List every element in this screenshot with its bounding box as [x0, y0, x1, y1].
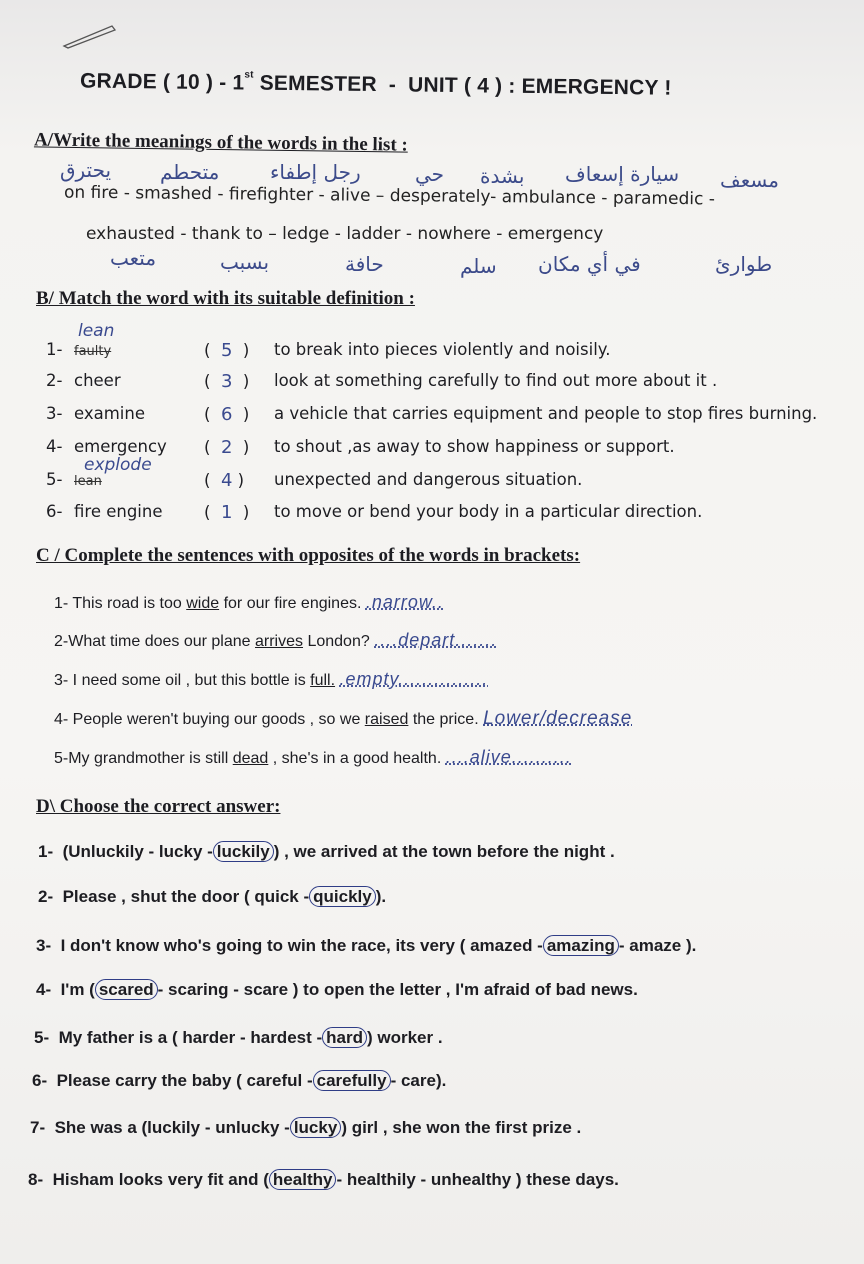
grade-label: GRADE ( 10 ) — [79, 69, 214, 95]
answer-slot: ( 6 ) — [204, 404, 250, 425]
question-text: - scaring - scare ) to open the letter , I'm afraid of bad news. — [157, 980, 638, 999]
circled-answer: quickly — [309, 886, 376, 907]
arabic-word: بسبب — [220, 250, 270, 274]
definition: look at something carefully to find out more about it . — [274, 371, 718, 390]
sentence-text: for our fire engines. — [219, 595, 366, 612]
header-dash-2: - — [388, 73, 397, 97]
match-row — [46, 502, 864, 532]
opposites-sentence — [54, 592, 444, 613]
sentence-text: 3- I need some oil , but this bottle is — [54, 672, 311, 689]
question-text: ) worker . — [367, 1028, 443, 1047]
unit-title: EMERGENCY ! — [521, 74, 672, 100]
match-word: examine — [74, 404, 146, 423]
arabic-word: رجل إطفاء — [270, 160, 361, 184]
match-row — [46, 404, 864, 434]
key-word: full. — [310, 672, 336, 689]
semester-number: 1 — [232, 71, 245, 95]
circled-answer: scared — [95, 979, 158, 1000]
choice-question — [36, 980, 638, 1000]
question-text: Please carry the baby ( careful - — [56, 1071, 313, 1090]
arabic-word: سيارة إسعاف — [565, 162, 680, 186]
match-word: fire engine — [74, 502, 163, 521]
handwritten-answer: ....alive.......... — [445, 747, 572, 767]
handwritten-correction: explode — [84, 455, 152, 475]
sentence-text: 1- This road is too — [54, 595, 187, 612]
choice-question — [36, 936, 696, 956]
question-text: ) , we arrived at the town before the night . — [273, 842, 615, 861]
choice-question — [32, 1071, 446, 1091]
sentence-text: 2-What time does our plane — [54, 633, 255, 650]
question-number: 5- — [34, 1028, 50, 1047]
choice-question — [30, 1118, 581, 1138]
choice-question — [38, 887, 386, 907]
sentence-text: the price. — [408, 711, 484, 728]
word-list-line-2: exhausted - thank to – ledge - ladder - nowhere - emergency — [86, 224, 604, 244]
match-row — [46, 455, 864, 500]
section-d-title: D\ Choose the correct answer: — [36, 796, 281, 817]
answer-digit: 2 — [220, 437, 233, 458]
semester-label: SEMESTER — [259, 71, 377, 97]
crossed-word: faulty — [74, 344, 112, 359]
question-text: ). — [375, 887, 387, 906]
handwritten-answer: ....depart....... — [374, 630, 498, 650]
answer-slot: ( 3 ) — [204, 371, 250, 392]
choice-question — [28, 1170, 619, 1190]
arabic-word: سلم — [460, 254, 497, 278]
definition: to break into pieces violently and noisily. — [274, 340, 611, 359]
arabic-word: في أي مكان — [538, 252, 641, 276]
arabic-word: متحطم — [160, 160, 220, 184]
circled-answer: carefully — [313, 1070, 391, 1091]
arabic-word: حي — [415, 162, 445, 186]
arabic-word: بشدة — [480, 164, 525, 188]
handwritten-correction: lean — [78, 321, 115, 341]
row-number: 1- — [46, 340, 63, 359]
handwritten-answer: .empty............... — [339, 669, 489, 689]
sentence-text: 4- People weren't buying our goods , so we — [54, 711, 365, 728]
question-text: She was a (luckily - unlucky - — [54, 1118, 290, 1137]
section-b-title: B/ Match the word with its suitable definition : — [36, 288, 415, 309]
opposites-sentence — [54, 708, 632, 730]
question-text: - healthily - unhealthy ) these days. — [336, 1170, 619, 1189]
answer-digit: 4 — [220, 470, 233, 491]
section-c-title: C / Complete the sentences with opposites of the words in brackets: — [36, 545, 581, 566]
question-number: 3- — [36, 936, 52, 955]
unit-label: UNIT ( 4 ) : — [407, 73, 516, 98]
handwritten-answer: Lower/decrease — [483, 708, 633, 729]
row-number: 6- — [46, 502, 63, 521]
question-text: Hisham looks very fit and ( — [52, 1170, 269, 1189]
circled-answer: amazing — [543, 935, 619, 956]
arabic-word: طوارئ — [715, 252, 773, 276]
handwritten-answer: .narrow.. — [365, 592, 444, 612]
match-word — [74, 321, 115, 359]
key-word: wide — [186, 595, 220, 612]
key-word: dead — [232, 750, 269, 767]
match-row — [46, 371, 864, 401]
question-text: My father is a ( harder - hardest - — [58, 1028, 323, 1047]
answer-slot: ( 1 ) — [204, 502, 250, 523]
definition: to shout ,as away to show happiness or support. — [274, 437, 675, 456]
match-row — [46, 321, 864, 370]
circled-answer: hard — [322, 1027, 367, 1048]
choice-question — [34, 1028, 443, 1048]
key-word: raised — [364, 711, 409, 728]
row-number: 2- — [46, 371, 63, 390]
answer-digit: 3 — [220, 371, 233, 392]
row-number: 5- — [46, 470, 63, 489]
question-number: 2- — [38, 887, 54, 906]
worksheet-header — [80, 69, 820, 102]
arabic-word: حافة — [345, 252, 384, 276]
section-a-title: A/Write the meanings of the words in the list : — [33, 129, 408, 156]
word-list-line-1: on fire - smashed - firefighter - alive – desperately- ambulance - paramedic - — [63, 182, 716, 210]
answer-digit: 5 — [220, 340, 233, 361]
arabic-word: مسعف — [720, 168, 779, 192]
question-number: 4- — [36, 980, 52, 999]
semester-suffix: st — [244, 69, 254, 81]
answer-slot: ( 5 ) — [204, 340, 250, 361]
question-text: I'm ( — [60, 980, 95, 999]
opposites-sentence — [54, 669, 488, 690]
definition: a vehicle that carries equipment and people to stop fires burning. — [274, 404, 818, 423]
definition: to move or bend your body in a particular direction. — [274, 502, 703, 521]
row-number: 4- — [46, 437, 63, 456]
row-number: 3- — [46, 404, 63, 423]
question-text: Please , shut the door ( quick - — [62, 887, 310, 906]
question-number: 8- — [28, 1170, 44, 1189]
question-text: (Unluckily - lucky - — [62, 842, 213, 861]
question-number: 7- — [30, 1118, 46, 1137]
key-word: arrives — [255, 633, 304, 650]
match-word: cheer — [74, 371, 121, 390]
answer-slot: ( 2 ) — [204, 437, 250, 458]
header-dash: - — [219, 71, 227, 95]
match-word — [74, 455, 152, 489]
definition: unexpected and dangerous situation. — [274, 470, 583, 489]
question-text: - care). — [390, 1071, 447, 1090]
match-word: emergency — [74, 437, 167, 456]
sentence-text: 5-My grandmother is still — [54, 750, 233, 767]
answer-slot: ( 4 ) — [204, 470, 245, 491]
sentence-text: , she's in a good health. — [268, 750, 446, 767]
answer-digit: 6 — [220, 404, 233, 425]
choice-question — [38, 842, 615, 862]
pen-scribble-mark — [60, 22, 120, 50]
answer-digit: 1 — [220, 502, 233, 523]
circled-answer: lucky — [290, 1117, 341, 1138]
crossed-word: lean — [74, 474, 102, 489]
circled-answer: healthy — [269, 1169, 337, 1190]
question-text: - amaze ). — [618, 936, 697, 955]
question-number: 1- — [38, 842, 54, 861]
arabic-meanings-row-1 — [60, 158, 830, 192]
match-row — [46, 437, 864, 467]
question-text: ) girl , she won the first prize . — [341, 1118, 582, 1137]
arabic-word: يحترق — [60, 158, 112, 182]
opposites-sentence — [54, 630, 497, 651]
sentence-text: London? — [303, 633, 375, 650]
arabic-meanings-row-2 — [100, 246, 820, 280]
question-text: I don't know who's going to win the race, its very ( amazed - — [60, 936, 543, 955]
question-number: 6- — [32, 1071, 48, 1090]
opposites-sentence — [54, 747, 572, 768]
arabic-word: متعب — [110, 246, 157, 270]
circled-answer: luckily — [213, 841, 274, 862]
